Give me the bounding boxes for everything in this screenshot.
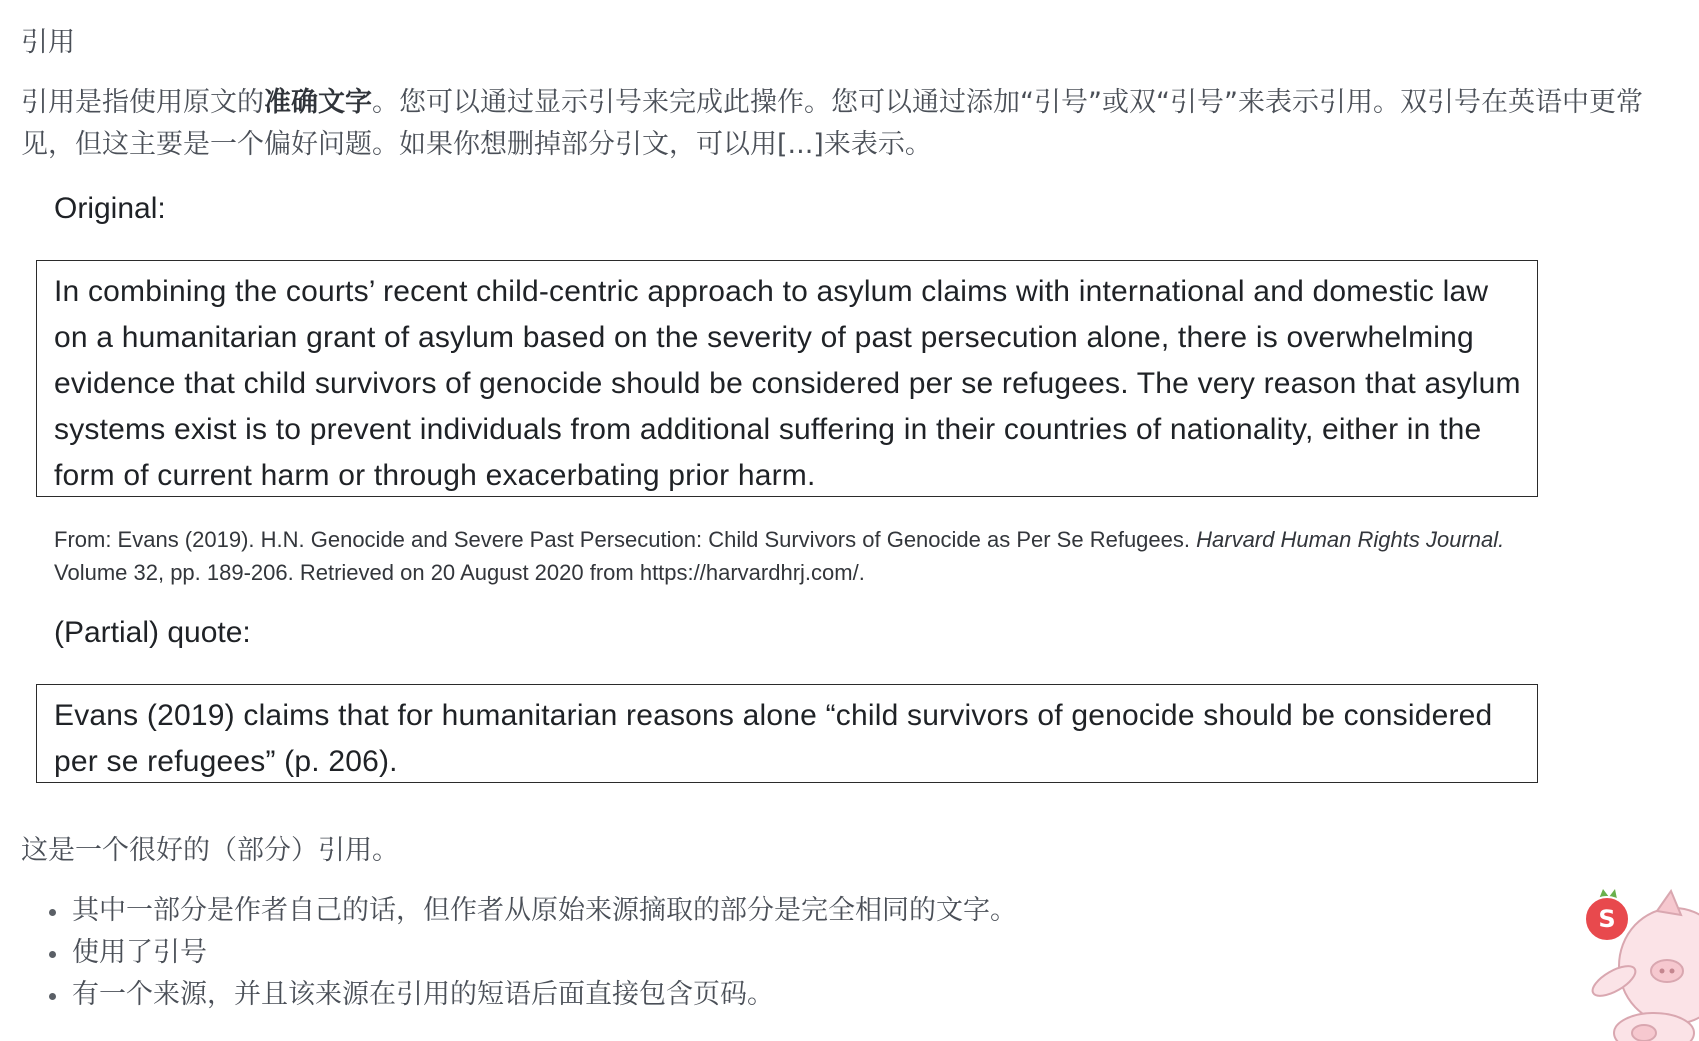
citation [54,523,1534,589]
citation-journal: Harvard Human Rights Journal. [1196,527,1505,552]
list-item-text: 使用了引号 [72,937,207,968]
bullet-list [46,890,1017,1016]
citation-text-end: Volume 32, pp. 189-206. Retrieved on 20 August 2020 from https://harvardhrj.com/. [54,560,865,585]
list-item [46,974,1017,1016]
bullet-dot-icon [49,951,56,958]
s-badge-icon [1585,889,1629,941]
intro-text-end: 。您可以通过显示引号来完成此操作。您可以通过添加“引号”或双“引号”来表示引用。双引号在英语中更常见，但这主要是一个偏好问题。如果你想删掉部分引文，可以用[...]来表示。 [21,87,1643,160]
summary-text: 这是一个很好的（部分）引用。 [21,835,399,866]
partial-quote-box [36,684,1538,783]
pig-mascot-icon[interactable] [1569,871,1699,1041]
list-item [46,932,1017,974]
intro-bold-phrase: 准确文字 [264,87,372,118]
bullet-dot-icon [49,993,56,1000]
intro-text-start: 引用是指使用原文的 [21,87,264,118]
list-item-text: 其中一部分是作者自己的话，但作者从原始来源摘取的部分是完全相同的文字。 [72,895,1017,926]
citation-text-start: From: Evans (2019). H.N. Genocide and Severe Past Persecution: Child Survivors of Genocide as Per Se Refugees. [54,527,1190,552]
partial-quote-text: Evans (2019) claims that for humanitarian reasons alone “child survivors of genocide should be considered per se refugees” (p. 206). [54,699,1493,778]
section-heading: 引用 [21,27,75,58]
list-item [46,890,1017,932]
intro-paragraph [21,82,1671,166]
original-label: Original: [54,192,166,225]
original-quote-text: In combining the courts’ recent child-centric approach to asylum claims with international and domestic law on a humanitarian grant of asylum based on the severity of past persecution alone, there is overwhelming evidence that child survivors of genocide should be considered per se refugees. The very reason that asylum systems exist is to prevent individuals from additional suffering in their countries of nationality, either in the form of current harm or through exacerbating prior harm. [54,275,1521,492]
original-quote-box [36,260,1538,497]
bullet-dot-icon [49,909,56,916]
svg-text:S: S [1598,905,1616,933]
partial-quote-label: (Partial) quote: [54,616,251,649]
list-item-text: 有一个来源，并且该来源在引用的短语后面直接包含页码。 [72,979,774,1010]
